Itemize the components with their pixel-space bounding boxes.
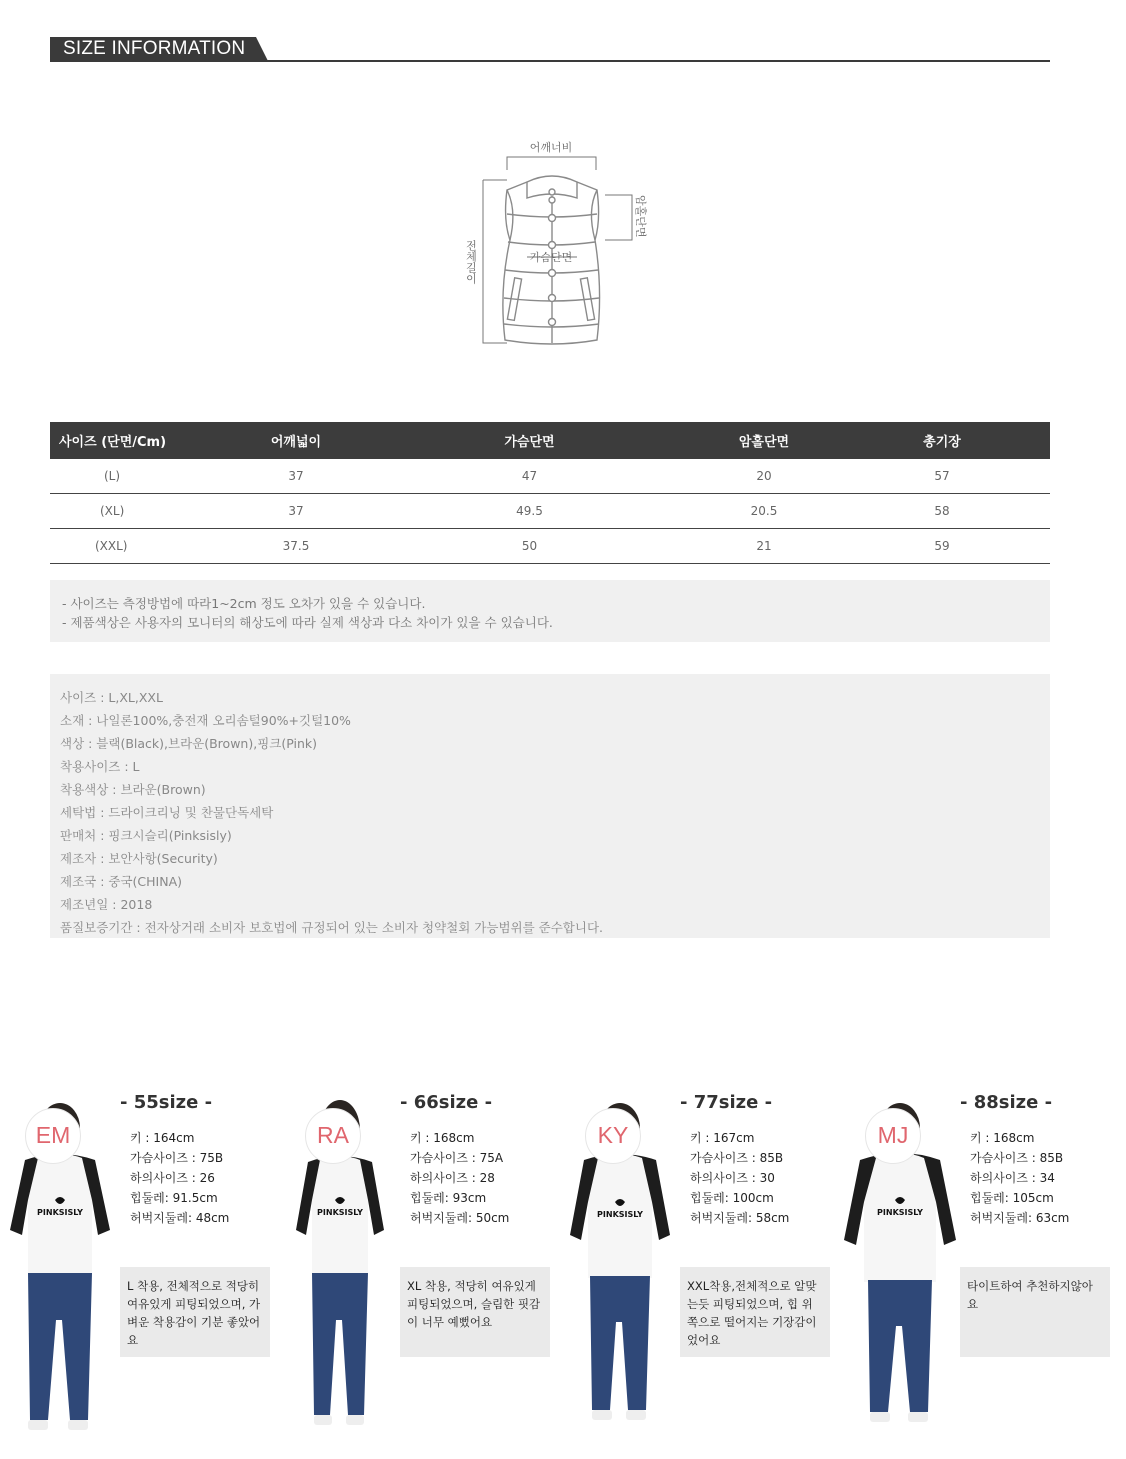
shirt-logo: PINKSISLY [877, 1208, 923, 1217]
model-size-title: - 77size - [680, 1092, 773, 1113]
info-material: 소재 : 나일론100%,충전재 오리솜털90%+깃털10% [60, 713, 351, 728]
model-review: XL 착용, 적당히 여유있게 피팅되었으며, 슬림한 핏감이 너무 예뻤어요 [400, 1267, 550, 1357]
shirt-logo: PINKSISLY [37, 1208, 83, 1217]
stat-chest: 가슴사이즈 : 75B [130, 1151, 224, 1165]
model-initials-badge: RA [305, 1108, 361, 1164]
info-manufacturer: 제조자 : 보안사항(Security) [60, 851, 218, 866]
stat-thigh: 허벅지둘레: 50cm [410, 1211, 510, 1225]
stat-thigh: 허벅지둘레: 63cm [970, 1211, 1070, 1225]
cell-armhole: 20 [694, 459, 834, 494]
info-washing: 세탁법 : 드라이크리닝 및 찬물단독세탁 [60, 805, 274, 820]
info-year: 제조년일 : 2018 [60, 897, 153, 912]
cell-chest: 50 [365, 529, 694, 564]
model-initials-badge: MJ [865, 1108, 921, 1164]
stat-thigh: 허벅지둘레: 48cm [130, 1211, 230, 1225]
col-shoulder-header: 어깨넓이 [227, 422, 365, 459]
info-warranty: 품질보증기간 : 전자상거래 소비자 보호법에 규정되어 있는 소비자 청약철회 가능범위를 준수합니다. [60, 920, 603, 935]
chest-width-label: 가슴단면 [529, 251, 573, 264]
cell-size: (L) [50, 459, 227, 494]
note-line: - 사이즈는 측정방법에 따라1~2cm 정도 오차가 있을 수 있습니다. [62, 596, 426, 611]
cell-armhole: 21 [694, 529, 834, 564]
stat-hip: 힙둘레: 105cm [970, 1191, 1054, 1205]
info-size: 사이즈 : L,XL,XXL [60, 690, 163, 705]
stat-bottom: 하의사이즈 : 28 [410, 1171, 495, 1185]
model-card-ra [317, 1090, 600, 1450]
cell-shoulder: 37.5 [227, 529, 365, 564]
info-seller: 판매처 : 핑크시슬리(Pinksisly) [60, 828, 232, 843]
stat-chest: 가슴사이즈 : 85B [690, 1151, 784, 1165]
cell-length: 59 [834, 529, 1050, 564]
model-card-ky [597, 1090, 880, 1450]
note-line: - 제품색상은 사용자의 모니터의 해상도에 따라 실제 색상과 다소 차이가 있을 수 있습니다. [62, 615, 553, 630]
cell-length: 58 [834, 494, 1050, 529]
product-info [50, 674, 1050, 938]
shirt-logo: PINKSISLY [317, 1208, 363, 1217]
table-row [50, 529, 1050, 564]
table-row [50, 494, 1050, 529]
col-length-header: 총기장 [834, 422, 1050, 459]
stat-hip: 힙둘레: 100cm [690, 1191, 774, 1205]
info-worn-color: 착용색상 : 브라운(Brown) [60, 782, 206, 797]
stat-hip: 힙둘레: 91.5cm [130, 1191, 218, 1205]
stat-bottom: 하의사이즈 : 30 [690, 1171, 775, 1185]
shoulder-width-label: 어깨너비 [529, 141, 573, 154]
model-review: L 착용, 전체적으로 적당히 여유있게 피팅되었으며, 가벼운 착용감이 기분 좋았어요 [120, 1267, 270, 1357]
model-card-em [35, 1090, 320, 1450]
cell-length: 57 [834, 459, 1050, 494]
model-card-mj [877, 1090, 1126, 1450]
col-chest-header: 가슴단면 [365, 422, 694, 459]
model-initials-badge: KY [585, 1108, 641, 1164]
info-country: 제조국 : 중국(CHINA) [60, 874, 183, 889]
stat-height: 키 : 167cm [690, 1131, 755, 1145]
model-stats [410, 1128, 509, 1228]
size-table-header-row [50, 422, 1050, 459]
stat-height: 키 : 168cm [410, 1131, 475, 1145]
stat-bottom: 하의사이즈 : 26 [130, 1171, 215, 1185]
col-armhole-header: 암홀단면 [694, 422, 834, 459]
model-review: XXL착용,전체적으로 알맞는듯 피팅되었으며, 힙 위쪽으로 떨어지는 기장감이 었어요 [680, 1267, 830, 1357]
model-stats [130, 1128, 229, 1228]
vest-diagram [455, 130, 665, 360]
cell-size: (XXL) [50, 529, 227, 564]
stat-chest: 가슴사이즈 : 75A [410, 1151, 504, 1165]
armhole-label: 암홀단면 [634, 195, 647, 238]
model-stats [970, 1128, 1069, 1228]
model-size-title: - 55size - [120, 1092, 213, 1113]
cell-shoulder: 37 [227, 494, 365, 529]
model-stats [690, 1128, 789, 1228]
model-review: 타이트하여 추천하지않아요 [960, 1267, 1110, 1357]
size-notes [50, 580, 1050, 642]
cell-chest: 47 [365, 459, 694, 494]
size-table [50, 422, 1050, 564]
stat-thigh: 허벅지둘레: 58cm [690, 1211, 790, 1225]
cell-shoulder: 37 [227, 459, 365, 494]
model-size-title: - 66size - [400, 1092, 493, 1113]
total-length-label: 전체길이 [464, 240, 478, 284]
info-color: 색상 : 블랙(Black),브라운(Brown),핑크(Pink) [60, 736, 317, 751]
section-header [50, 37, 1050, 62]
stat-bottom: 하의사이즈 : 34 [970, 1171, 1055, 1185]
cell-size: (XL) [50, 494, 227, 529]
stat-height: 키 : 164cm [130, 1131, 195, 1145]
header-underline [50, 60, 1050, 62]
cell-chest: 49.5 [365, 494, 694, 529]
shirt-logo: PINKSISLY [597, 1210, 643, 1219]
model-size-title: - 88size - [960, 1092, 1053, 1113]
cell-armhole: 20.5 [694, 494, 834, 529]
stat-chest: 가슴사이즈 : 85B [970, 1151, 1064, 1165]
table-row [50, 459, 1050, 494]
info-worn-size: 착용사이즈 : L [60, 759, 140, 774]
col-size-header: 사이즈 (단면/Cm) [50, 422, 227, 459]
model-initials-badge: EM [25, 1108, 81, 1164]
section-title: SIZE INFORMATION [63, 38, 246, 59]
stat-height: 키 : 168cm [970, 1131, 1035, 1145]
stat-hip: 힙둘레: 93cm [410, 1191, 487, 1205]
